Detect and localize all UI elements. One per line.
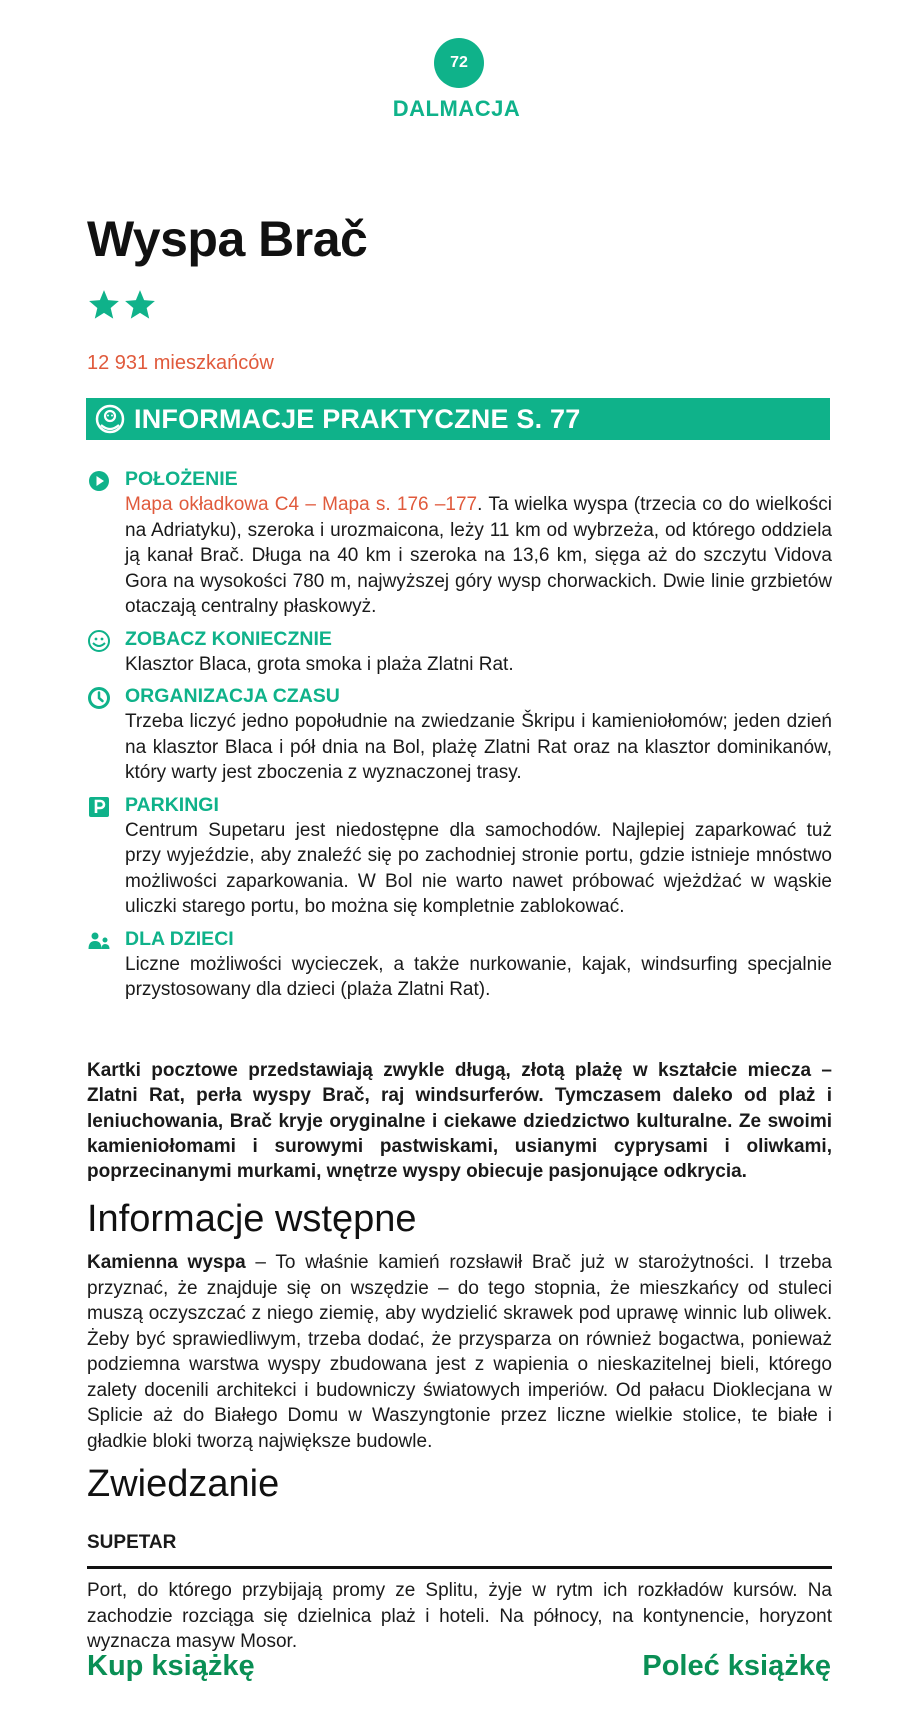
page-title: Wyspa Brač bbox=[87, 211, 368, 267]
divider bbox=[87, 1566, 832, 1569]
intro-lead-in: Kamienna wyspa bbox=[87, 1252, 246, 1273]
population-count: 12 931 mieszkańców bbox=[87, 352, 274, 374]
map-reference: Mapa okładkowa C4 – Mapa s. 176 –177 bbox=[125, 494, 478, 515]
michelin-face-icon bbox=[87, 629, 111, 653]
michelin-man-icon bbox=[94, 403, 126, 435]
section-must-see bbox=[87, 626, 832, 678]
section-text: Klasztor Blaca, grota smoka i plaża Zlatni Rat. bbox=[125, 653, 514, 675]
region-heading: DALMACJA bbox=[392, 96, 521, 121]
play-arrow-circle-icon bbox=[87, 469, 111, 493]
intro-text: – To właśnie kamień rozsławił Brač już w starożytności. I trzeba przyznać, że znajduje się on wszędzie – do tego stopnia, że mieszkańcy od stuleci muszą oczyszczać z niego ziemię, aby wydzielić skrawek pod uprawę winnic lub oliwek. Żeby być sprawiedliwym, trzeba dodać, że przysparza on również bogactwa, ponieważ podziemna warstwa wyspy zbudowana jest z wapienia o nieskazitelnej bieli, którego zalety docenili architekci i budowniczy światowych imperiów. Od pałacu Dioklecjana w Splicie aż do Białego Domu w Waszyngtonie przez liczne wielkie stolice, te białe i gładkie bloki tworzą największe budowle. bbox=[87, 1252, 833, 1452]
visit-heading: Zwiedzanie bbox=[87, 1463, 280, 1505]
section-heading: ORGANIZACJA CZASU bbox=[125, 685, 340, 707]
intro-heading: Informacje wstępne bbox=[87, 1198, 417, 1240]
star-rating bbox=[87, 288, 157, 322]
family-icon bbox=[87, 929, 111, 953]
practical-sections bbox=[87, 466, 832, 1009]
section-heading: DLA DZIECI bbox=[125, 927, 234, 950]
town-paragraph: Port, do którego przybijają promy ze Splitu, żyje w rytm ich rozkładów kursów. Na zachodzie rozciąga się dzielnica plaż i hoteli. Na północy, na kontynencie, horyzont wyznacza masyw Mosor. bbox=[87, 1580, 832, 1652]
practical-info-label: INFORMACJE PRAKTYCZNE S. 77 bbox=[134, 403, 581, 434]
section-heading: POŁOŻENIE bbox=[125, 468, 238, 490]
intro-paragraph bbox=[87, 1250, 832, 1454]
section-location bbox=[87, 466, 832, 620]
section-heading: ZOBACZ KONIECZNIE bbox=[125, 627, 332, 650]
page-number-badge: 72 bbox=[434, 38, 484, 88]
section-body bbox=[125, 492, 832, 620]
section-text: . Ta wielka wyspa (trzecia co do wielkości na Adriatyku), szeroka i urozmaicona, leży 11 km od wybrzeża, od którego oddziela ją kanał Brač. Długa na 40 km i szeroka na 13,6 km, sięga aż do szczytu Vidova Gora na wysokości 780 m, najwyższej góry wysp chorwackich. Dwie linie grzbietów otaczają centralny płaskowyż. bbox=[125, 494, 832, 617]
parking-icon bbox=[87, 795, 111, 819]
lead-paragraph: Kartki pocztowe przedstawiają zwykle długą, złotą plażę w kształcie miecza – Zlatni Rat, perła wyspy Brač, raj windsurferów. Tymczasem daleko od plaż i leniuchowania, Brač kryje oryginalne i ciekawe dziedzictwo kulturalne. Ze swoimi kamieniołomami i surowymi pastwiskami, usianymi cyprysami i oliwkami, poprzecinanymi murkami, wnętrze wyspy obiecuje pasjonujące odkrycia. bbox=[87, 1060, 832, 1183]
star-icon bbox=[123, 288, 157, 322]
buy-book-link[interactable]: Kup książkę bbox=[87, 1650, 255, 1682]
section-time-planning bbox=[87, 683, 832, 786]
section-children bbox=[87, 926, 832, 1003]
section-parking bbox=[87, 792, 832, 920]
recommend-book-link[interactable]: Poleć książkę bbox=[642, 1650, 831, 1682]
section-text: Trzeba liczyć jedno popołudnie na zwiedzanie Škripu i kamieniołomów; jeden dzień na klasztor Blaca i pół dnia na Bol, plażę Zlatni Rat oraz na klasztor dominikanów, który warty jest zboczenia z wyznaczonej trasy. bbox=[125, 711, 832, 783]
section-text: Centrum Supetaru jest niedostępne dla samochodów. Najlepiej zaparkować tuż przy wyjeździe, aby znaleźć się po zachodniej stronie portu, gdzie istnieje mnóstwo możliwości zaparkowania. W Bol nie warto nawet próbować wjeżdżać w wąskie uliczki starego portu, bo można się kompletnie zablokować. bbox=[125, 819, 832, 917]
section-heading: PARKINGI bbox=[125, 793, 219, 816]
star-icon bbox=[87, 288, 121, 322]
town-subheading: SUPETAR bbox=[87, 1532, 177, 1553]
section-text: Liczne możliwości wycieczek, a także nurkowanie, kajak, windsurfing specjalnie przystosowany dla dzieci (plaża Zlatni Rat). bbox=[125, 953, 832, 1000]
clock-icon bbox=[87, 686, 111, 710]
practical-info-link[interactable] bbox=[86, 398, 830, 440]
